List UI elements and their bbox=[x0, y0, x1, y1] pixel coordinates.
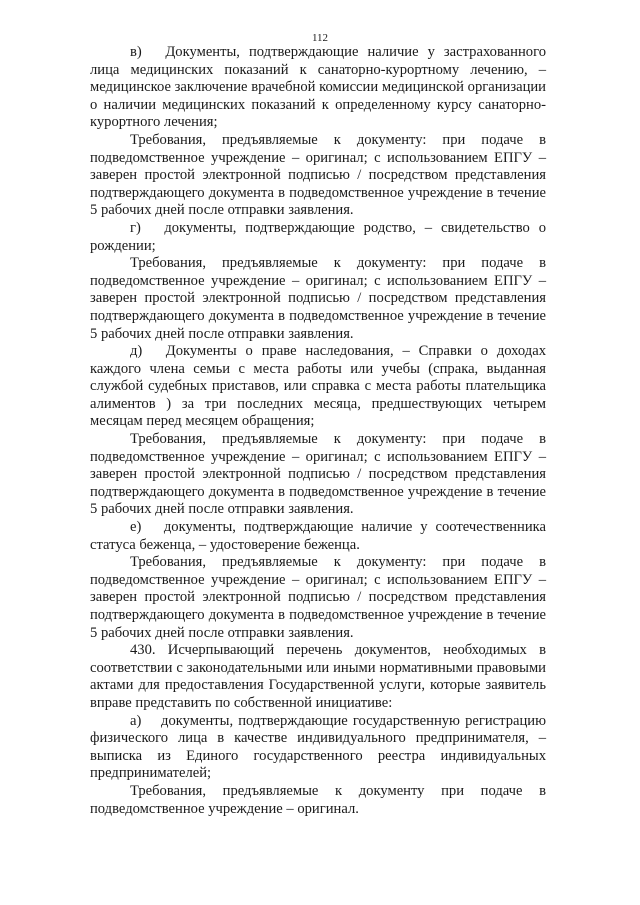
requirements-v: Требования, предъявляемые к документу: при подаче в подведомственное учреждение – оригинал; с использованием ЕПГУ – заверен простой электронной подписью / посредством представления подтверждающего документа в подведомственное учреждение в течение 5 рабочих дней после отправки заявления. bbox=[90, 131, 546, 219]
clause-430: 430. Исчерпывающий перечень документов, необходимых в соответствии с законодательными или иными нормативными правовыми актами для предоставления Государственной услуги, которые заявитель вправе представить по собственной инициативе: bbox=[90, 642, 546, 711]
requirements-d: Требования, предъявляемые к документу: при подаче в подведомственное учреждение – оригинал; с использованием ЕПГУ – заверен простой электронной подписью / посредством представления подтверждающего документа в подведомственное учреждение в течение 5 рабочих дней после отправки заявления. bbox=[90, 431, 546, 518]
list-item-e: е) документы, подтверждающие наличие у соотечественника статуса беженца, – удостоверение беженца. bbox=[90, 519, 546, 553]
document-body bbox=[90, 44, 546, 818]
requirements-e: Требования, предъявляемые к документу: при подаче в подведомственное учреждение – оригинал; с использованием ЕПГУ – заверен простой электронной подписью / посредством представления подтверждающего документа в подведомственное учреждение в течение 5 рабочих дней после отправки заявления. bbox=[90, 554, 546, 641]
requirements-g: Требования, предъявляемые к документу: при подаче в подведомственное учреждение – оригинал; с использованием ЕПГУ – заверен простой электронной подписью / посредством представления подтверждающего документа в подведомственное учреждение в течение 5 рабочих дней после отправки заявления. bbox=[90, 255, 546, 342]
list-item-v: в) Документы, подтверждающие наличие у застрахованного лица медицинских показаний к санаторно-курортному лечению, – медицинское заключение врачебной комиссии медицинской организации о наличии медицинских показаний к определенному курсу санаторно-курортного лечения; bbox=[90, 44, 546, 131]
requirements-a: Требования, предъявляемые к документу при подаче в подведомственное учреждение – оригинал. bbox=[90, 782, 546, 817]
page-number: 112 bbox=[311, 32, 329, 44]
list-item-g: г) документы, подтверждающие родство, – свидетельство о рождении; bbox=[90, 219, 546, 254]
list-item-a: а) документы, подтверждающие государственную регистрацию физического лица в качестве индивидуального предпринимателя, – выписка из Единого государственного реестра индивидуальных предпринимателей; bbox=[90, 712, 546, 782]
list-item-d: д) Документы о праве наследования, – Справки о доходах каждого члена семьи с места работы или учебы (спрака, выданная службой судебных приставов, или справка с места работы плательщика алиментов ) за три последних месяца, предшествующих четырем месяцам перед месяцем обращения; bbox=[90, 343, 546, 430]
